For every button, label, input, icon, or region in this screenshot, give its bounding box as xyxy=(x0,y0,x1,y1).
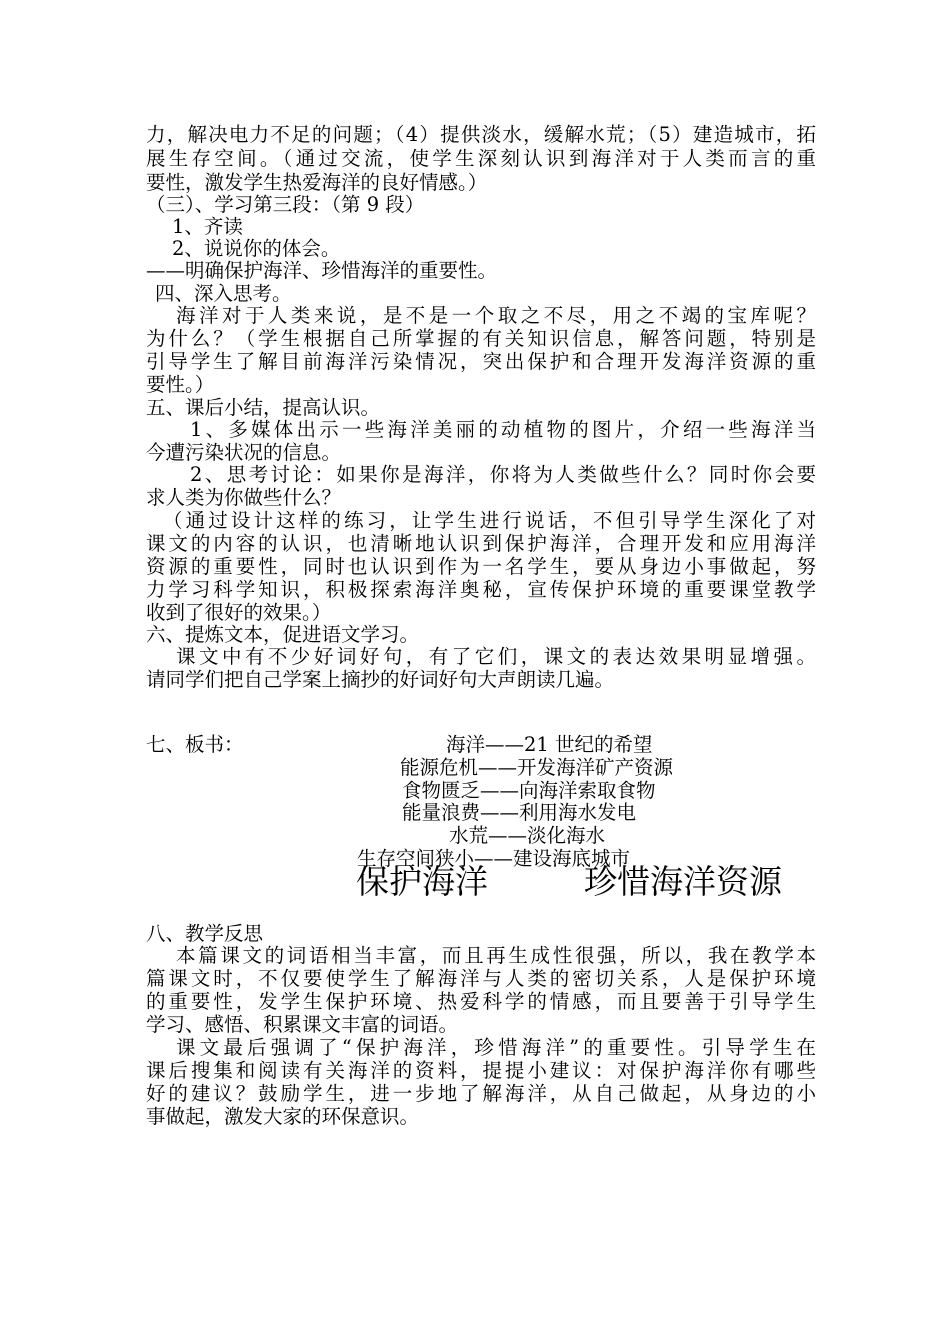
paragraph-line: 今遭污染状况的信息。 xyxy=(146,441,342,464)
paragraph-line: 课文的内容的认识，也清晰地认识到保护海洋，合理开发和应用海洋 xyxy=(146,532,816,555)
paragraph-line: 要性，激发学生热爱海洋的良好情感。） xyxy=(146,171,488,194)
paragraph-line: 好的建议？鼓励学生，进一步地了解海洋，从自己做起，从身边的小 xyxy=(146,1082,816,1105)
paragraph-line: ——明确保护海洋、珍惜海洋的重要性。 xyxy=(146,259,498,282)
section-heading: 八、教学反思 xyxy=(146,922,264,945)
list-item: 1、齐读 xyxy=(172,215,243,238)
board-row: 能量浪费——利用海水发电 xyxy=(402,801,637,824)
paragraph-line: 引导学生了解目前海洋污染情况，突出保护和合理开发海洋资源的重 xyxy=(146,350,816,373)
board-slogan-left: 保护海洋 xyxy=(356,862,488,901)
paragraph-line: 本篇课文的词语相当丰富，而且再生成性很强，所以，我在教学本 xyxy=(176,944,816,967)
paragraph-line: 收到了很好的效果。） xyxy=(146,601,332,624)
paragraph-line: 1、多媒体出示一些海洋美丽的动植物的图片，介绍一些海洋当 xyxy=(190,418,816,441)
paragraph-line: 求人类为你做些什么？ xyxy=(146,486,342,509)
paragraph-line: 篇课文时，不仅要使学生了解海洋与人类的密切关系，人是保护环境 xyxy=(146,967,816,990)
paragraph-line: （通过设计这样的练习，让学生进行说话，不但引导学生深化了对 xyxy=(163,509,816,532)
paragraph-line: 为什么？（学生根据自己所掌握的有关知识信息，解答问题，特别是 xyxy=(146,327,816,350)
section-heading: 四、深入思考。 xyxy=(155,282,292,305)
paragraph-line: 资源的重要性，同时也认识到作为一名学生，要从身边小事做起，努 xyxy=(146,555,816,578)
paragraph-line: 力学习科学知识，积极探索海洋奥秘，宣传保护环境的重要课堂教学 xyxy=(146,578,816,601)
section-heading: 六、提炼文本，促进语文学习。 xyxy=(146,623,420,646)
list-item: 2、说说你的体会。 xyxy=(172,237,341,260)
board-row: 能源危机——开发海洋矿产资源 xyxy=(400,756,674,779)
paragraph-line: 课文中有不少好词好句，有了它们，课文的表达效果明显增强。 xyxy=(176,645,816,668)
board-heading: 七、板书： xyxy=(146,733,244,756)
paragraph-line: 海洋对于人类来说，是不是一个取之不尽，用之不竭的宝库呢？ xyxy=(176,304,816,327)
section-heading: 五、课后小结，提高认识。 xyxy=(146,396,381,419)
board-row: 生存空间狭小——建设海底城市 xyxy=(357,847,631,870)
paragraph-line: 的重要性，发学生保护环境、热爱科学的情感，而且要善于引导学生 xyxy=(146,990,816,1013)
paragraph-line: 要性。） xyxy=(146,373,215,396)
section-heading: （三）、学习第三段：（第 9 段） xyxy=(146,193,425,216)
board-row: 水荒——淡化海水 xyxy=(449,824,606,847)
paragraph-line: 课后搜集和阅读有关海洋的资料，提提小建议：对保护海洋你有哪些 xyxy=(146,1059,816,1082)
paragraph-line: 力，解决电力不足的问题；（4）提供淡水，缓解水荒；（5）建造城市，拓 xyxy=(146,123,816,146)
paragraph-line: 2、思考讨论：如果你是海洋，你将为人类做些什么？同时你会要 xyxy=(190,463,816,486)
paragraph-line: 事做起，激发大家的环保意识。 xyxy=(146,1105,420,1128)
board-row: 食物匮乏——向海洋索取食物 xyxy=(402,779,656,802)
board-slogan-right: 珍惜海洋资源 xyxy=(584,862,782,901)
paragraph-line: 课文最后强调了“保护海洋，珍惜海洋”的重要性。引导学生在 xyxy=(176,1036,816,1059)
board-title: 海洋——21 世纪的希望 xyxy=(446,733,653,756)
paragraph-line: 展生存空间。（通过交流，使学生深刻认识到海洋对于人类而言的重 xyxy=(146,147,816,170)
paragraph-line: 请同学们把自己学案上摘抄的好词好句大声朗读几遍。 xyxy=(146,668,615,691)
paragraph-line: 学习、感悟、积累课文丰富的词语。 xyxy=(146,1013,459,1036)
